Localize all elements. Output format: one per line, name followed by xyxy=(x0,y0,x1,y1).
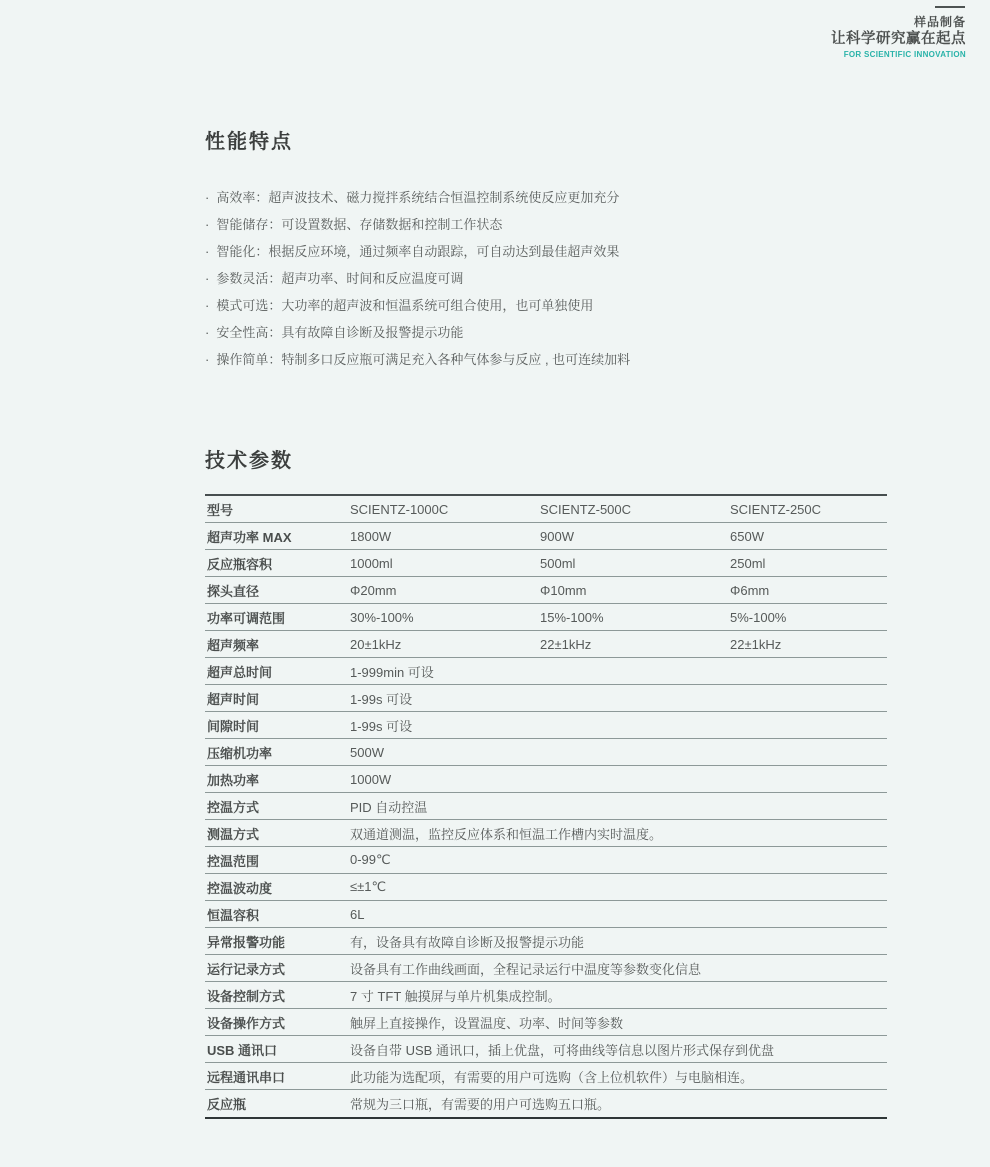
spec-row xyxy=(205,928,887,955)
spec-label: 设备控制方式 xyxy=(207,988,286,1004)
spec-value: 250ml xyxy=(730,555,766,571)
spec-label: 功率可调范围 xyxy=(207,610,286,626)
spec-value: 1-99s 可设 xyxy=(350,718,413,734)
feature-item: · 高效率：超声波技术、磁力搅拌系统结合恒温控制系统使反应更加充分 xyxy=(205,184,895,211)
spec-value: 20±1kHz xyxy=(350,636,402,652)
spec-row xyxy=(205,604,887,631)
spec-value: 1-999min 可设 xyxy=(350,664,434,680)
spec-label: 加热功率 xyxy=(207,772,260,788)
spec-label: 压缩机功率 xyxy=(207,745,273,761)
spec-label: 控温方式 xyxy=(207,799,260,815)
spec-row xyxy=(205,901,887,928)
spec-header-model-3: SCIENTZ-250C xyxy=(730,501,822,517)
brand-divider-line xyxy=(935,6,965,8)
spec-value: 设备具有工作曲线画面，全程记录运行中温度等参数变化信息 xyxy=(350,961,702,977)
spec-row xyxy=(205,847,887,874)
spec-label: 测温方式 xyxy=(207,826,260,842)
spec-row xyxy=(205,523,887,550)
spec-value: 此功能为选配项，有需要的用户可选购（含上位机软件）与电脑相连。 xyxy=(350,1069,754,1085)
spec-value: 常规为三口瓶，有需要的用户可选购五口瓶。 xyxy=(350,1097,611,1112)
spec-row xyxy=(205,1090,887,1117)
spec-value: 6L xyxy=(350,906,365,922)
spec-value: 15%-100% xyxy=(540,609,604,625)
features-list xyxy=(205,184,895,373)
spec-value: 500W xyxy=(350,744,384,760)
spec-label: USB 通讯口 xyxy=(207,1042,278,1058)
spec-value: ≤±1℃ xyxy=(350,879,387,894)
brand-tagline-cn-small: 样品制备 xyxy=(913,15,966,29)
spec-value: Φ6mm xyxy=(730,582,770,598)
spec-label: 控温范围 xyxy=(207,853,260,869)
spec-row xyxy=(205,739,887,766)
spec-label: 异常报警功能 xyxy=(207,934,286,950)
spec-value: Φ10mm xyxy=(540,582,587,598)
spec-header-model-1: SCIENTZ-1000C xyxy=(350,501,449,517)
spec-row xyxy=(205,820,887,847)
spec-label: 运行记录方式 xyxy=(207,961,286,977)
feature-item: · 参数灵活：超声功率、时间和反应温度可调 xyxy=(205,265,895,292)
spec-row xyxy=(205,793,887,820)
spec-value: 1000ml xyxy=(350,555,393,571)
spec-label: 探头直径 xyxy=(207,583,260,599)
spec-label: 设备操作方式 xyxy=(207,1015,286,1031)
brand-header xyxy=(831,6,966,59)
spec-label: 超声时间 xyxy=(207,691,260,707)
spec-value: 有，设备具有故障自诊断及报警提示功能 xyxy=(350,934,585,950)
spec-header-model-label: 型号 xyxy=(207,502,234,518)
spec-row xyxy=(205,955,887,982)
spec-label: 超声总时间 xyxy=(207,664,273,680)
spec-value: 0-99℃ xyxy=(350,852,391,867)
spec-row xyxy=(205,874,887,901)
spec-header-model-2: SCIENTZ-500C xyxy=(540,501,632,517)
feature-item: · 智能储存：可设置数据、存储数据和控制工作状态 xyxy=(205,211,895,238)
spec-label: 反应瓶容积 xyxy=(207,556,273,572)
spec-value: 30%-100% xyxy=(350,609,414,625)
specs-section xyxy=(205,449,887,1119)
spec-label: 超声功率 MAX xyxy=(207,529,292,545)
brand-tagline-en: FOR SCIENTIFIC INNOVATION xyxy=(843,50,966,59)
specs-table xyxy=(205,494,887,1119)
spec-value: 设备自带 USB 通讯口，插上优盘，可将曲线等信息以图片形式保存到优盘 xyxy=(350,1042,774,1058)
spec-value: 触屏上直接操作，设置温度、功率、时间等参数 xyxy=(350,1015,624,1031)
spec-label: 反应瓶 xyxy=(207,1097,247,1112)
spec-value: 7 寸 TFT 触摸屏与单片机集成控制。 xyxy=(350,988,561,1004)
spec-value: PID 自动控温 xyxy=(350,799,428,815)
spec-value: 650W xyxy=(730,528,764,544)
brand-tagline-cn-large: 让科学研究赢在起点 xyxy=(831,31,966,47)
spec-label: 远程通讯串口 xyxy=(207,1069,286,1085)
spec-value: 1-99s 可设 xyxy=(350,691,413,707)
spec-row xyxy=(205,577,887,604)
feature-item: · 安全性高：具有故障自诊断及报警提示功能 xyxy=(205,319,895,346)
spec-row xyxy=(205,631,887,658)
feature-item: · 操作简单：特制多口反应瓶可满足充入各种气体参与反应 , 也可连续加料 xyxy=(205,346,895,373)
specs-header-row xyxy=(205,496,887,523)
spec-label: 控温波动度 xyxy=(207,880,273,896)
spec-label: 间隙时间 xyxy=(207,718,260,734)
spec-label: 恒温容积 xyxy=(207,907,260,923)
spec-row xyxy=(205,658,887,685)
spec-value: 1800W xyxy=(350,528,392,544)
features-section xyxy=(205,130,895,373)
spec-value: 500ml xyxy=(540,555,576,571)
spec-value: 5%-100% xyxy=(730,609,787,625)
spec-value: 900W xyxy=(540,528,574,544)
spec-value: 1000W xyxy=(350,771,392,787)
specs-title: 技术参数 xyxy=(205,450,293,472)
spec-row xyxy=(205,1009,887,1036)
feature-item: · 模式可选：大功率的超声波和恒温系统可组合使用，也可单独使用 xyxy=(205,292,895,319)
spec-value: 22±1kHz xyxy=(540,636,592,652)
spec-row xyxy=(205,766,887,793)
spec-row xyxy=(205,685,887,712)
spec-row xyxy=(205,1036,887,1063)
spec-value: Φ20mm xyxy=(350,582,397,598)
spec-value: 22±1kHz xyxy=(730,636,782,652)
spec-row xyxy=(205,1063,887,1090)
spec-value: 双通道测温，监控反应体系和恒温工作槽内实时温度。 xyxy=(350,826,663,842)
spec-row xyxy=(205,712,887,739)
spec-row xyxy=(205,982,887,1009)
spec-row xyxy=(205,550,887,577)
features-title: 性能特点 xyxy=(205,131,293,153)
feature-item: · 智能化：根据反应环境，通过频率自动跟踪，可自动达到最佳超声效果 xyxy=(205,238,895,265)
spec-label: 超声频率 xyxy=(207,637,260,653)
